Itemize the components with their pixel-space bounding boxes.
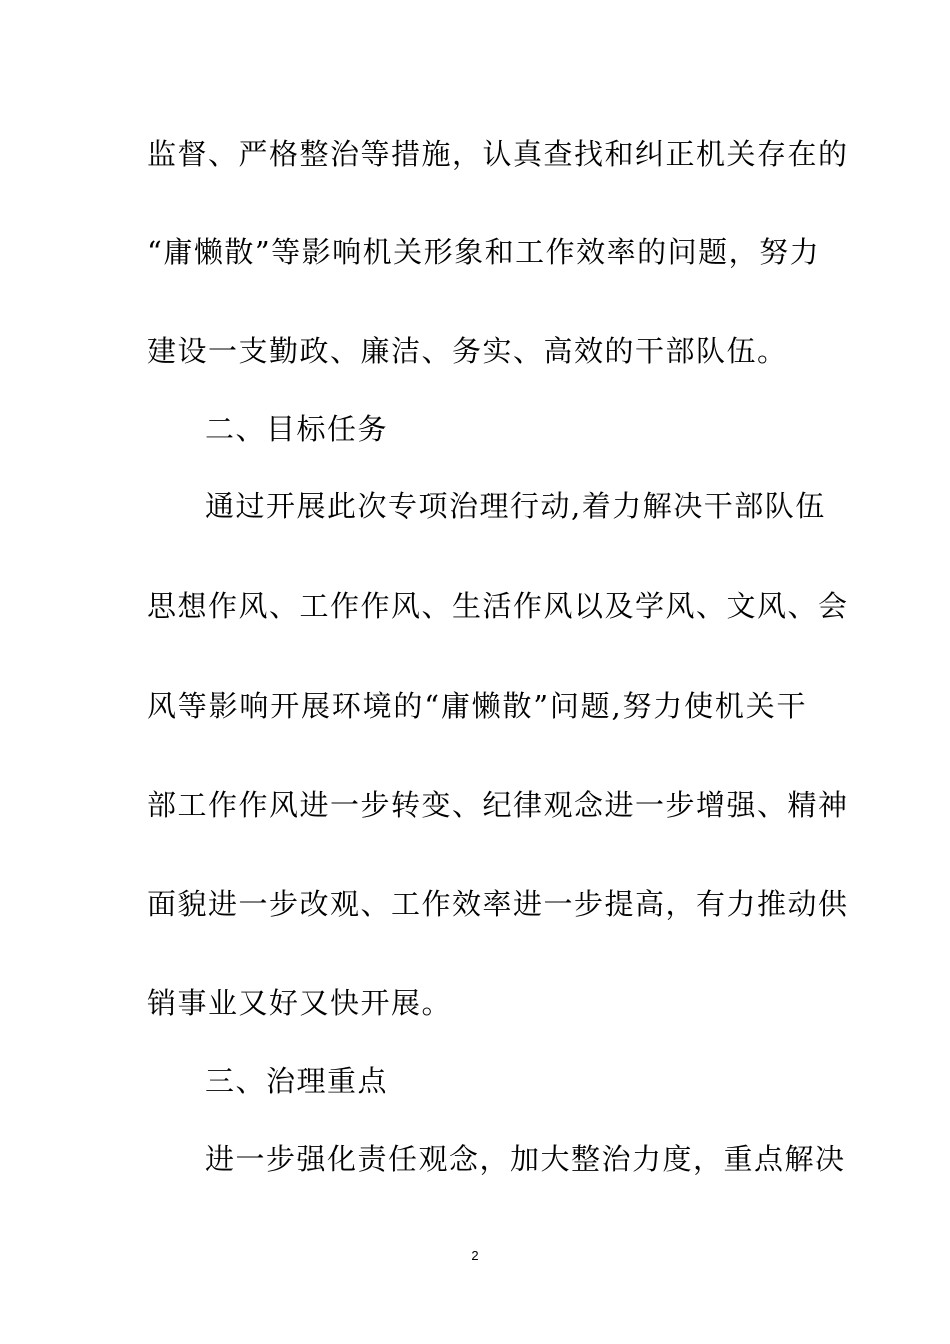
body-text-line: 风等影响开展环境的“庸懒散”问题,努力使机关干 (147, 689, 807, 723)
section-heading-goals: 二、目标任务 (205, 412, 389, 446)
body-text-line: 面貌进一步改观、工作效率进一步提高，有力推动供 (147, 887, 849, 921)
body-text-line: 通过开展此次专项治理行动,着力解决干部队伍 (205, 489, 826, 523)
body-text-line: 监督、严格整治等措施，认真查找和纠正机关存在的 (147, 137, 849, 171)
body-text-line: 建设一支勤政、廉洁、务实、高效的干部队伍。 (147, 334, 788, 368)
section-heading-focus: 三、治理重点 (205, 1064, 389, 1098)
body-text-line: 部工作作风进一步转变、纪律观念进一步增强、精神 (147, 788, 849, 822)
page-number: 2 (471, 1248, 479, 1263)
body-text-line: 思想作风、工作作风、生活作风以及学风、文风、会 (147, 589, 849, 623)
body-text-line: “庸懒散”等影响机关形象和工作效率的问题，努力 (147, 235, 821, 269)
body-text-line: 销事业又好又快开展。 (147, 986, 453, 1020)
body-text-line: 进一步强化责任观念，加大整治力度，重点解决 (205, 1142, 846, 1176)
